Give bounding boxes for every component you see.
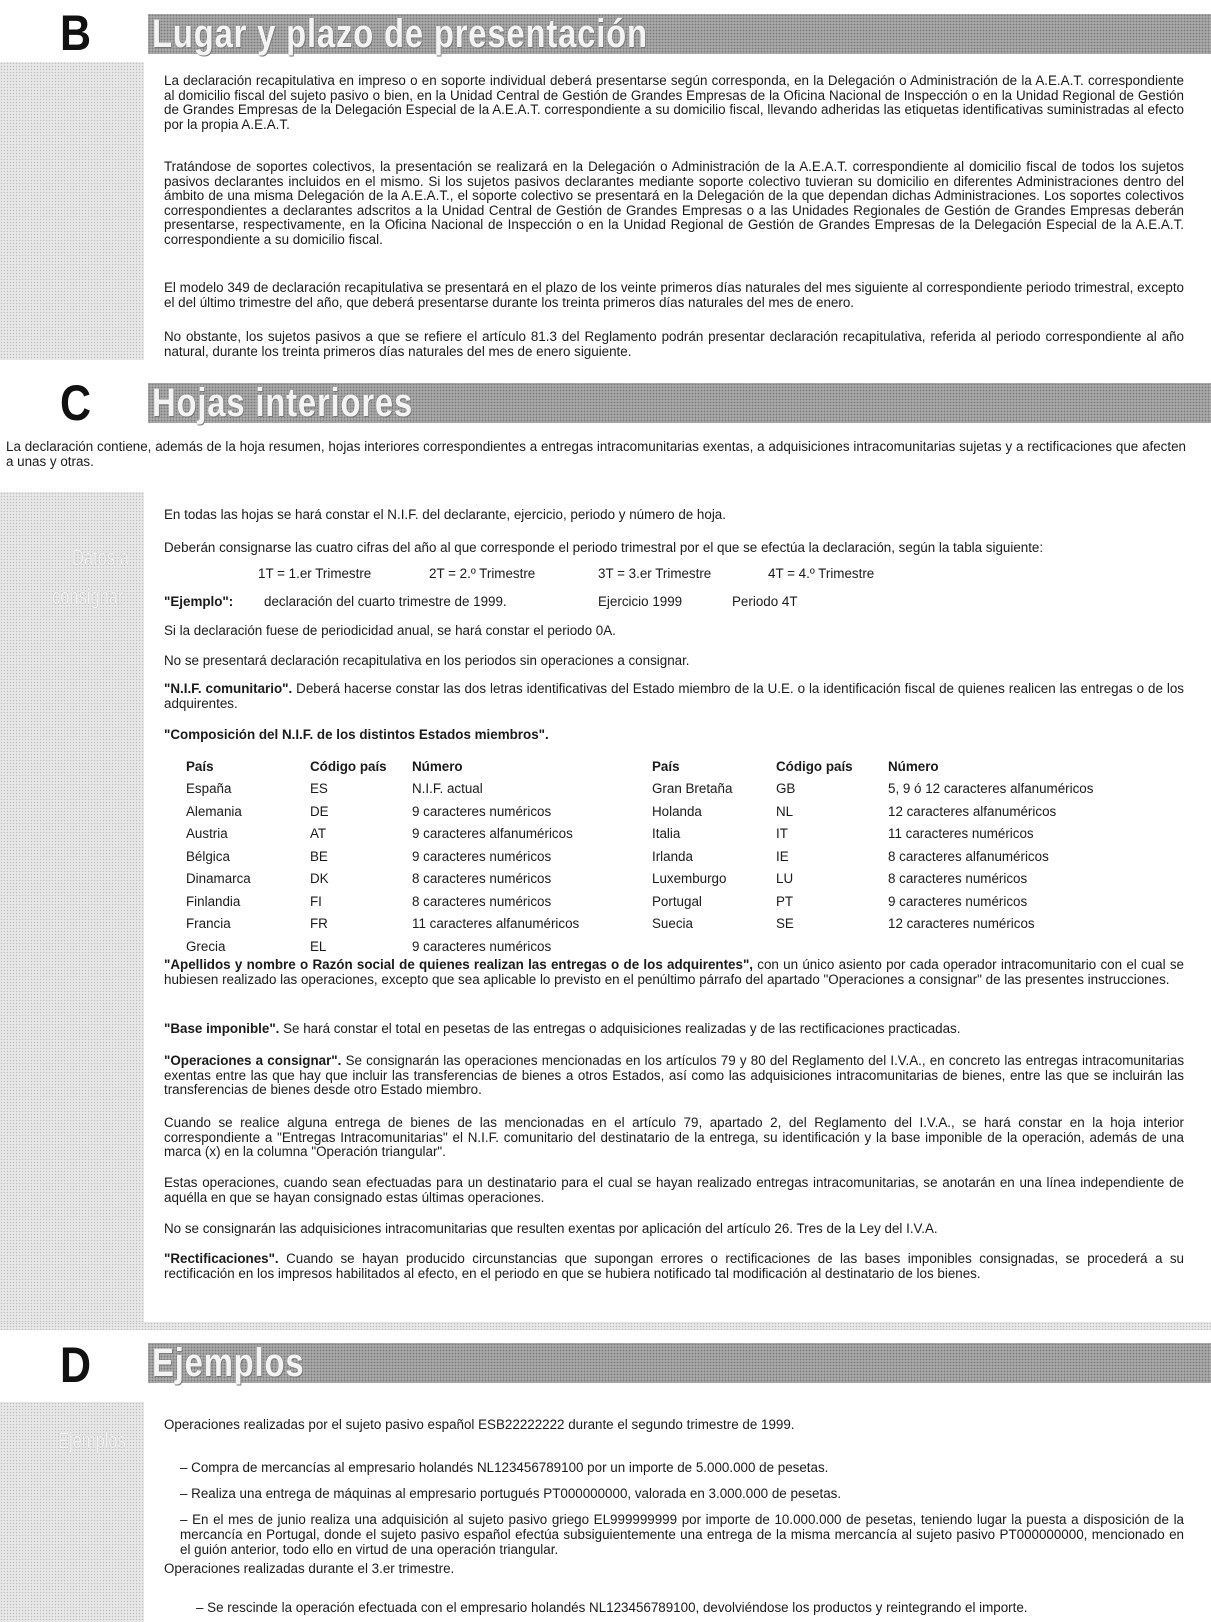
section-c-line-year: Deberán consignarse las cuatro cifras del año al que corresponde el periodo trimestral por el que se efectúa la declaración, según la tabla siguiente: (164, 540, 1044, 555)
example-bullet-1: – Compra de mercancías al empresario holandés NL123456789100 por un importe de 5.000.000 de pesetas. (180, 1460, 829, 1476)
cell-code-1: BE (310, 848, 328, 864)
table-row (186, 913, 1168, 936)
section-b-title: Lugar y plazo de presentación (152, 12, 648, 56)
section-b-letter: B (60, 5, 92, 61)
section-d-side-label: Ejemplos (58, 1428, 126, 1453)
section-d-letter: D (60, 1337, 92, 1393)
section-c-sidebar (0, 492, 144, 1322)
names-paragraph (164, 958, 1184, 987)
cell-country-2 (652, 935, 776, 958)
operations-label: "Operaciones a consignar". (164, 1053, 342, 1068)
cell-code-1: EL (310, 938, 327, 954)
cell-code-2: IE (776, 848, 789, 864)
section-d-title: Ejemplos (152, 1341, 305, 1385)
cell-number-1: N.I.F. actual (412, 781, 483, 797)
estas-paragraph: Estas operaciones, cuando sean efectuadas para un destinatario para el cual se hayan realizado entregas intracomunitarias, se anotarán en una línea independiente de aquélla en que se hayan consignado estas últimas operaciones. (164, 1175, 1184, 1205)
table-row (186, 845, 1168, 868)
header-country-1: País (186, 758, 214, 774)
section-b-paragraph-4: No obstante, los sujetos pasivos a que se refiere el artículo 81.3 del Reglamento podrán presentar declaración recapitulativa, referida al periodo correspondiente al año natural, durante los treinta primeros días naturales del mes de enero siguiente. (164, 329, 1184, 359)
base-label: "Base imponible". (164, 1021, 280, 1036)
table-row (186, 890, 1168, 913)
section-c-line-nif: En todas las hojas se hará constar el N.I.F. del declarante, ejercicio, periodo y número de hoja. (164, 507, 726, 522)
cell-number-1: 9 caracteres alfanuméricos (412, 826, 573, 842)
quarter-1: 1T = 1.er Trimestre (258, 566, 372, 581)
example-text: declaración del cuarto trimestre de 1999. (264, 594, 507, 609)
section-c-side-label-2: consignar (52, 584, 124, 609)
examples-intro-2: Operaciones realizadas durante el 3.er trimestre. (164, 1561, 455, 1576)
section-b-paragraph-2: Tratándose de soportes colectivos, la presentación se realizará en la Delegación o Administración de la A.E.A.T. correspondiente al domicilio fiscal de todos los sujetos pasivos declarantes incluidos en el mismo. Si los sujetos pasivos declarantes mediante soporte colectivo tuvieran su domicilio en diferentes Administraciones dentro del ámbito de una misma Delegación de la A.E.A.T., el soporte colectivo se presentará en la Delegación de la que dependan dichas Administraciones. Los soportes colectivos correspondientes a declarantes adscritos a la Unidad Central de Gestión de Grandes Empresas o a las Unidades Regionales de Gestión de Grandes Empresas deberán presentarse, respectivamente, en la Oficina Nacional de Inspección o en la Unidad Regional de Gestión de Grandes Empresas de la Delegación Especial de la A.E.A.T. correspondiente a su domicilio fiscal. (164, 159, 1184, 247)
header-code-2: Código país (776, 758, 853, 774)
cell-code-2 (776, 935, 888, 958)
cell-country-1: Dinamarca (186, 871, 251, 887)
cell-number-2: 11 caracteres numéricos (888, 826, 1034, 842)
cell-number-2: 8 caracteres numéricos (888, 871, 1028, 887)
cell-number-2: 9 caracteres numéricos (888, 893, 1028, 909)
example-bullet-2: – Realiza una entrega de máquinas al empresario portugués PT000000000, valorada en 3.000.000 de pesetas. (180, 1486, 842, 1502)
section-c-letter: C (60, 375, 92, 431)
cell-number-1: 9 caracteres numéricos (412, 848, 552, 864)
table-row (186, 800, 1168, 823)
rectificaciones-paragraph (164, 1252, 1184, 1281)
cell-number-2: 12 caracteres alfanuméricos (888, 803, 1057, 819)
cell-number-1: 11 caracteres alfanuméricos (412, 916, 580, 932)
header-number-2: Número (888, 758, 939, 774)
cell-number-1: 9 caracteres numéricos (412, 938, 552, 954)
cell-country-1: Grecia (186, 938, 226, 954)
nif-comunitario-text: Deberá hacerse constar las dos letras identificativas del Estado miembro de la U.E. o la identificación fiscal de quienes realicen las entregas o de los adquirentes. (164, 681, 1184, 711)
rectificaciones-label: "Rectificaciones". (164, 1251, 279, 1266)
cell-country-1: Alemania (186, 803, 242, 819)
cell-country-2: Luxemburgo (652, 871, 727, 887)
no-consignaran-paragraph: No se consignarán las adquisiciones intracomunitarias que resulten exentas por aplicación del artículo 26. Tres de la Ley del I.V.A. (164, 1221, 938, 1236)
header-country-2: País (652, 758, 680, 774)
composition-label: "Composición del N.I.F. de los distintos Estados miembros". (164, 727, 549, 742)
table-row (186, 868, 1168, 891)
base-paragraph (164, 1022, 1184, 1037)
cell-country-2: Holanda (652, 803, 702, 819)
cell-number-2: 8 caracteres alfanuméricos (888, 848, 1049, 864)
rectificaciones-text: Cuando se hayan producido circunstancias que supongan errores o rectificaciones de las bases imponibles consignadas, se procederá a su rectificación en los impresos habilitados al efecto, en el periodo en que se hubiera notificado tal modificación al destinatario de los bienes. (164, 1251, 1184, 1281)
table-header-row (186, 755, 1168, 778)
section-d-top-strip (0, 1322, 1211, 1330)
quarter-2: 2T = 2.º Trimestre (429, 566, 536, 581)
section-d-title-bar (148, 1343, 1211, 1383)
table-row (186, 823, 1168, 846)
example-period: Periodo 4T (732, 594, 798, 609)
cell-country-2: Irlanda (652, 848, 693, 864)
section-c-line-annual: Si la declaración fuese de periodicidad anual, se hará constar el periodo 0A. (164, 623, 616, 638)
cell-country-1: España (186, 781, 232, 797)
cell-code-2: GB (776, 781, 796, 797)
section-b-paragraph-1: La declaración recapitulativa en impreso o en soporte individual deberá presentarse según corresponda, en la Delegación o Administración de la A.E.A.T. correspondiente al domicilio fiscal del sujeto pasivo o bien, en la Unidad Central de Gestión de Grandes Empresas de la Oficina Nacional de Inspección o en la Unidad Regional de Gestión de Grandes Empresas de la Delegación Especial de la A.E.A.T. correspondiente a su domicilio fiscal, llevando adheridas las etiquetas identificativas suministradas al efecto por la propia A.E.A.T. (164, 73, 1184, 132)
cell-code-1: DE (310, 803, 329, 819)
example-year: Ejercicio 1999 (598, 594, 683, 609)
quarter-4: 4T = 4.º Trimestre (768, 566, 875, 581)
cell-code-2: NL (776, 803, 794, 819)
cell-code-1: ES (310, 781, 328, 797)
header-number-1: Número (412, 758, 463, 774)
cell-code-1: FR (310, 916, 328, 932)
cell-number-1: 8 caracteres numéricos (412, 893, 552, 909)
names-label: "Apellidos y nombre o Razón social de quienes realizan las entregas o de los adquirentes", (164, 957, 754, 972)
cell-code-2: SE (776, 916, 794, 932)
cell-number-2: 12 caracteres numéricos (888, 916, 1035, 932)
cell-country-2: Gran Bretaña (652, 781, 733, 797)
cell-number-1: 8 caracteres numéricos (412, 871, 552, 887)
cell-country-1: Finlandia (186, 893, 241, 909)
section-c-side-label-1: Datos a (72, 545, 129, 570)
example-label: "Ejemplo": (164, 594, 234, 609)
cell-code-2: PT (776, 893, 794, 909)
cell-country-1: Francia (186, 916, 231, 932)
nif-comunitario-paragraph (164, 682, 1184, 711)
quarter-3: 3T = 3.er Trimestre (598, 566, 712, 581)
cell-code-2: LU (776, 871, 794, 887)
section-b-paragraph-3: El modelo 349 de declaración recapitulativa se presentará en el plazo de los veinte primeros días naturales del mes siguiente al correspondiente periodo trimestral, excepto el del último trimestre del año, que deberá presentarse durante los treinta primeros días naturales del mes de enero. (164, 280, 1184, 310)
article79-paragraph: Cuando se realice alguna entrega de bienes de las mencionadas en el artículo 79, apartado 2, del Reglamento del I.V.A., se hará constar en la hoja interior correspondiente a "Entregas Intracomunitarias" el N.I.F. comunitario del destinatario de la entrega, su identificación y la base imponible de la operación, además de una marca (x) en la columna "Operación triangular". (164, 1115, 1184, 1160)
cell-country-2: Portugal (652, 893, 702, 909)
cell-code-1: AT (310, 826, 327, 842)
table-row (186, 778, 1168, 801)
cell-country-1: Austria (186, 826, 228, 842)
cell-country-1: Bélgica (186, 848, 230, 864)
example-bullet-3: – En el mes de junio realiza una adquisición al sujeto pasivo griego EL999999999 por importe de 10.000.000 de pesetas, teniendo lugar la puesta a disposición de la mercancía en Portugal, donde el sujeto pasivo español efectúa subsiguientemente una entrega de la misma mercancía al sujeto pasivo PT000000000, mencionado en el guión anterior, todo ello en virtud de una operación triangular. (180, 1512, 1184, 1557)
cell-number-1: 9 caracteres numéricos (412, 803, 552, 819)
cell-code-1: DK (310, 871, 329, 887)
section-c-line-no-ops: No se presentará declaración recapitulativa en los periodos sin operaciones a consignar. (164, 653, 690, 668)
cell-number-2 (888, 935, 1168, 958)
operations-paragraph (164, 1054, 1184, 1098)
section-b-sidebar (0, 62, 144, 360)
section-c-title: Hojas interiores (152, 381, 414, 425)
header-code-1: Código país (310, 758, 387, 774)
names-text: con un único asiento por cada operador intracomunitario con el cual se hubiesen realizado las operaciones, excepto que sea aplicable lo previsto en el penúltimo párrafo del apartado "Operaciones a consignar" de las presentes instrucciones. (164, 957, 1184, 987)
example-bullet-4: – Se rescinde la operación efectuada con el empresario holandés NL123456789100, devolviéndose los productos y reintegrando el importe. (196, 1600, 1028, 1616)
nif-comunitario-label: "N.I.F. comunitario". (164, 681, 293, 696)
cell-country-2: Suecia (652, 916, 693, 932)
nif-composition-table (186, 755, 1168, 958)
section-c-intro: La declaración contiene, además de la hoja resumen, hojas interiores correspondientes a entregas intracomunitarias exentas, a adquisiciones intracomunitarias sujetas y a rectificaciones que afecten a unas y otras. (6, 439, 1186, 469)
operations-text: Se consignarán las operaciones mencionadas en los artículos 79 y 80 del Reglamento del I.V.A., en concreto las entregas intracomunitarias exentas entre las que hay que incluir las transferencias de bienes a otros Estados, así como las adquisiciones intracomunitarias de bienes, entre las que se incluirán las transferencias de bienes desde otro Estado miembro. (164, 1053, 1185, 1098)
cell-number-2: 5, 9 ó 12 caracteres alfanuméricos (888, 781, 1094, 797)
base-text: Se hará constar el total en pesetas de las entregas o adquisiciones realizadas y de las rectificaciones practicadas. (279, 1021, 961, 1036)
cell-country-2: Italia (652, 826, 681, 842)
examples-intro-1: Operaciones realizadas por el sujeto pasivo español ESB22222222 durante el segundo trimestre de 1999. (164, 1417, 795, 1432)
table-row (186, 935, 1168, 958)
cell-code-1: FI (310, 893, 322, 909)
cell-code-2: IT (776, 826, 788, 842)
